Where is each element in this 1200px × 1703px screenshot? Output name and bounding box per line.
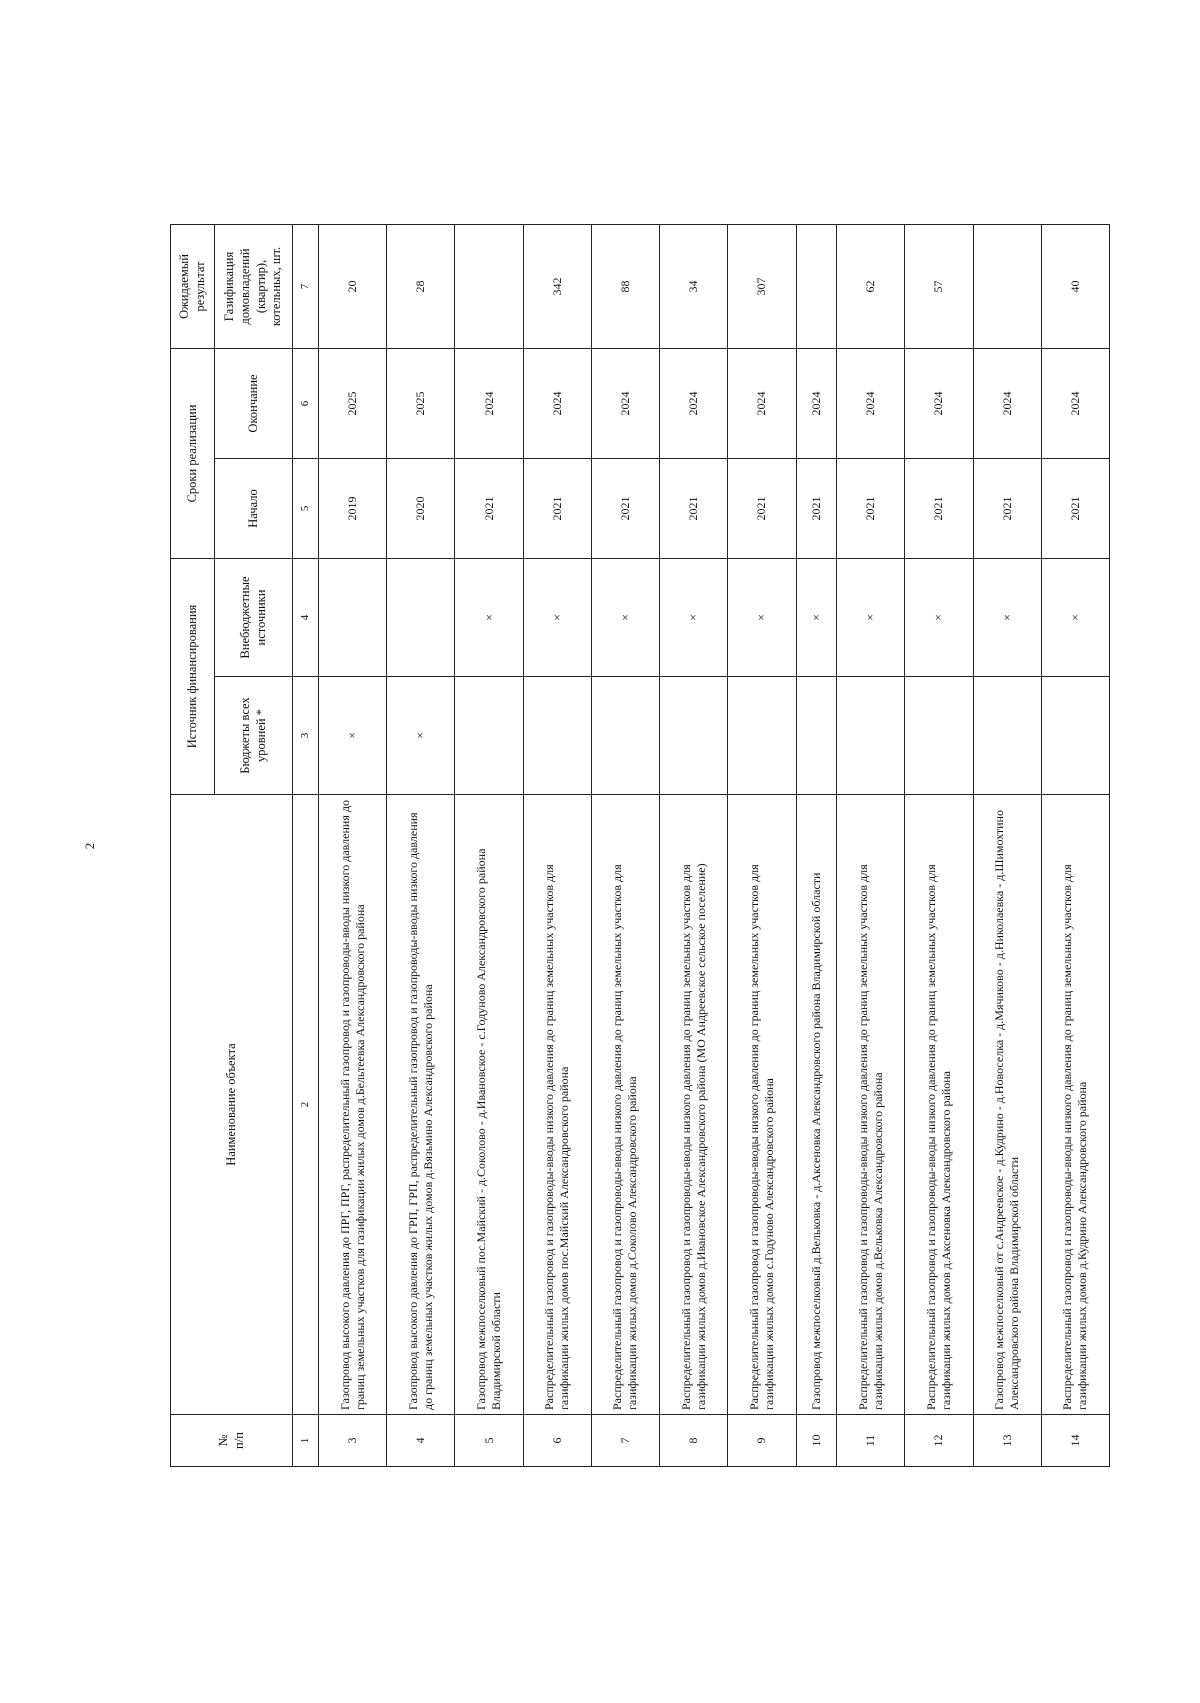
end-year: 2024 xyxy=(591,348,659,458)
extrabudget-mark: × xyxy=(523,559,591,677)
row-number: 5 xyxy=(455,1415,523,1467)
table-row xyxy=(455,224,523,1466)
header-end: Окончание xyxy=(215,348,293,458)
object-name: Распределительный газопровод и газопроводы-вводы низкого давления до границ земельных участков для газификации жилых домов д.Соколово Александровского района xyxy=(591,795,659,1415)
row-number: 9 xyxy=(728,1415,796,1467)
start-year: 2021 xyxy=(660,459,728,559)
budget-mark xyxy=(837,677,905,795)
header-start: Начало xyxy=(215,459,293,559)
column-index-row xyxy=(293,224,319,1466)
start-year: 2021 xyxy=(796,459,837,559)
start-year: 2021 xyxy=(1041,459,1109,559)
column-index: 1 xyxy=(293,1415,319,1467)
table-row xyxy=(660,224,728,1466)
budget-mark: × xyxy=(319,677,387,795)
end-year: 2024 xyxy=(973,348,1041,458)
expected-result: 57 xyxy=(905,224,973,348)
table-row xyxy=(523,224,591,1466)
budget-mark xyxy=(796,677,837,795)
column-index: 2 xyxy=(293,795,319,1415)
start-year: 2021 xyxy=(455,459,523,559)
gasification-table-wrapper xyxy=(170,225,1110,1467)
page-number: 2 xyxy=(82,842,97,850)
budget-mark xyxy=(728,677,796,795)
extrabudget-mark xyxy=(319,559,387,677)
object-name: Распределительный газопровод и газопроводы-вводы низкого давления до границ земельных участков для газификации жилых домов с.Годуново Александровского района xyxy=(728,795,796,1415)
budget-mark xyxy=(523,677,591,795)
header-result: Ожидаемый результат xyxy=(171,224,215,348)
object-name: Распределительный газопровод и газопроводы-вводы низкого давления до границ земельных участков для газификации жилых домов д.Кудрино Александровского района xyxy=(1041,795,1109,1415)
extrabudget-mark: × xyxy=(837,559,905,677)
object-name: Распределительный газопровод и газопроводы-вводы низкого давления до границ земельных участков для газификации жилых домов д.Вельковка Александровского района xyxy=(837,795,905,1415)
end-year: 2024 xyxy=(837,348,905,458)
object-name: Газопровод высокого давления до ГРП, ГРП, распределительный газопровод и газопроводы-вводы низкого давления до границ земельных участков жилых домов д.Вязьмино Александровского района xyxy=(387,795,455,1415)
header-no: № п/п xyxy=(171,1415,293,1467)
expected-result: 88 xyxy=(591,224,659,348)
object-name: Распределительный газопровод и газопроводы-вводы низкого давления до границ земельных участков для газификации жилых домов пос.Майский Александровского района xyxy=(523,795,591,1415)
object-name: Газопровод межпоселковый пос.Майский - д.Соколово - д.Ивановское - с.Годуново Александровского района Владимирской области xyxy=(455,795,523,1415)
budget-mark xyxy=(591,677,659,795)
end-year: 2024 xyxy=(728,348,796,458)
column-index: 3 xyxy=(293,677,319,795)
object-name: Газопровод высокого давления до ПРГ, ПРГ, распределительный газопровод и газопроводы-вводы низкого давления до границ земельных участков для газификации жилых домов д.Бельтеевка Александровского района xyxy=(319,795,387,1415)
start-year: 2019 xyxy=(319,459,387,559)
end-year: 2025 xyxy=(319,348,387,458)
end-year: 2024 xyxy=(1041,348,1109,458)
row-number: 12 xyxy=(905,1415,973,1467)
expected-result: 342 xyxy=(523,224,591,348)
start-year: 2020 xyxy=(387,459,455,559)
table-row xyxy=(837,224,905,1466)
expected-result xyxy=(973,224,1041,348)
row-number: 10 xyxy=(796,1415,837,1467)
table-row xyxy=(319,224,387,1466)
start-year: 2021 xyxy=(905,459,973,559)
row-number: 11 xyxy=(837,1415,905,1467)
budget-mark: × xyxy=(387,677,455,795)
extrabudget-mark: × xyxy=(660,559,728,677)
budget-mark xyxy=(1041,677,1109,795)
extrabudget-mark: × xyxy=(591,559,659,677)
row-number: 7 xyxy=(591,1415,659,1467)
extrabudget-mark: × xyxy=(973,559,1041,677)
expected-result xyxy=(455,224,523,348)
extrabudget-mark: × xyxy=(1041,559,1109,677)
expected-result xyxy=(796,224,837,348)
budget-mark xyxy=(905,677,973,795)
expected-result: 307 xyxy=(728,224,796,348)
expected-result: 34 xyxy=(660,224,728,348)
table-row xyxy=(387,224,455,1466)
table-row xyxy=(591,224,659,1466)
start-year: 2021 xyxy=(973,459,1041,559)
row-number: 3 xyxy=(319,1415,387,1467)
column-index: 7 xyxy=(293,224,319,348)
gasification-table xyxy=(170,224,1110,1467)
expected-result: 40 xyxy=(1041,224,1109,348)
extrabudget-mark: × xyxy=(455,559,523,677)
extrabudget-mark: × xyxy=(728,559,796,677)
end-year: 2024 xyxy=(523,348,591,458)
end-year: 2024 xyxy=(796,348,837,458)
column-index: 6 xyxy=(293,348,319,458)
header-terms: Сроки реализации xyxy=(171,348,215,558)
table-row xyxy=(905,224,973,1466)
end-year: 2024 xyxy=(905,348,973,458)
object-name: Газопровод межпоселковый д.Вельковка - д.Аксеновка Александровского района Владимирской области xyxy=(796,795,837,1415)
expected-result: 62 xyxy=(837,224,905,348)
column-index: 4 xyxy=(293,559,319,677)
extrabudget-mark xyxy=(387,559,455,677)
end-year: 2024 xyxy=(660,348,728,458)
header-extrabudget: Внебюджетные источники xyxy=(215,559,293,677)
extrabudget-mark: × xyxy=(905,559,973,677)
budget-mark xyxy=(455,677,523,795)
row-number: 14 xyxy=(1041,1415,1109,1467)
table-row xyxy=(973,224,1041,1466)
end-year: 2024 xyxy=(455,348,523,458)
row-number: 13 xyxy=(973,1415,1041,1467)
column-index: 5 xyxy=(293,459,319,559)
start-year: 2021 xyxy=(591,459,659,559)
budget-mark xyxy=(660,677,728,795)
table-row xyxy=(1041,224,1109,1466)
row-number: 6 xyxy=(523,1415,591,1467)
start-year: 2021 xyxy=(728,459,796,559)
row-number: 8 xyxy=(660,1415,728,1467)
end-year: 2025 xyxy=(387,348,455,458)
expected-result: 20 xyxy=(319,224,387,348)
header-funding: Источник финансирования xyxy=(171,559,215,795)
object-name: Газопровод межпоселковый от с.Андреевское - д.Кудрино - д.Новоселка - д.Мячиково - д.Николаевка - д.Шимохтино Александровского района Владимирской области xyxy=(973,795,1041,1415)
budget-mark xyxy=(973,677,1041,795)
header-name: Наименование объекта xyxy=(171,795,293,1415)
start-year: 2021 xyxy=(837,459,905,559)
start-year: 2021 xyxy=(523,459,591,559)
row-number: 4 xyxy=(387,1415,455,1467)
extrabudget-mark: × xyxy=(796,559,837,677)
expected-result: 28 xyxy=(387,224,455,348)
header-budgets: Бюджеты всех уровней * xyxy=(215,677,293,795)
object-name: Распределительный газопровод и газопроводы-вводы низкого давления до границ земельных участков для газификации жилых домов д.Аксеновка Александровского района xyxy=(905,795,973,1415)
table-row xyxy=(796,224,837,1466)
table-row xyxy=(728,224,796,1466)
object-name: Распределительный газопровод и газопроводы-вводы низкого давления до границ земельных участков для газификации жилых домов д.Ивановское Александровского района (МО Андреевское сельское поселение) xyxy=(660,795,728,1415)
header-result-sub: Газификация домовладений (квартир), котельных, шт. xyxy=(215,224,293,348)
